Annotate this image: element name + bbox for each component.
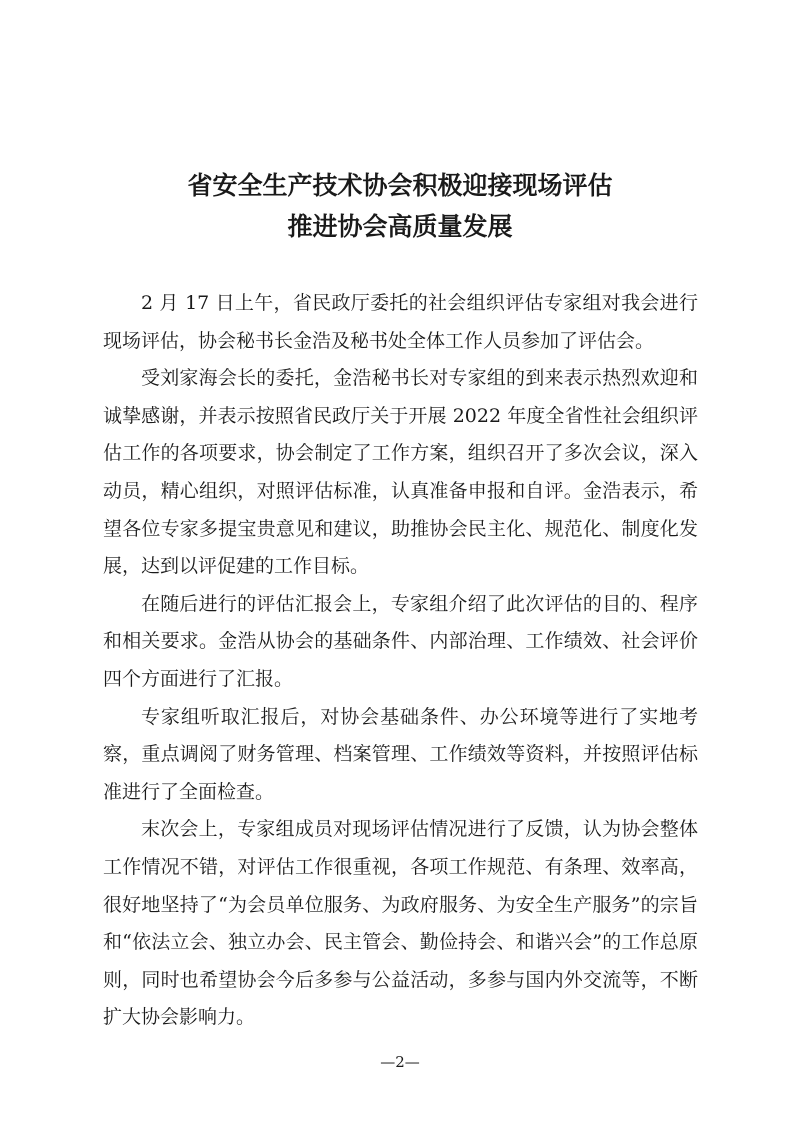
- document-title-line-1: 省安全生产技术协会积极迎接现场评估: [187, 171, 613, 200]
- paragraph-3: 在随后进行的评估汇报会上，专家组介绍了此次评估的目的、程序和相关要求。金浩从协会的基础条件、内部治理、工作绩效、社会评价四个方面进行了汇报。: [103, 592, 698, 690]
- paragraph-4: 专家组听取汇报后，对协会基础条件、办公环境等进行了实地考察，重点调阅了财务管理、档案管理、工作绩效等资料，并按照评估标准进行了全面检查。: [103, 705, 698, 803]
- paragraph-2: 受刘家海会长的委托，金浩秘书长对专家组的到来表示热烈欢迎和诚挚感谢，并表示按照省民政厅关于开展 2022 年度全省性社会组织评估工作的各项要求，协会制定了工作方案，组织召开了多次会议，深入动员，精心组织，对照评估标准，认真准备申报和自评。金浩表示，希望各位专家多提宝贵意见和建议，助推协会民主化、规范化、制度化发展，达到以评促建的工作目标。: [103, 367, 698, 578]
- paragraph-1: 2 月 17 日上午，省民政厅委托的社会组织评估专家组对我会进行现场评估，协会秘书长金浩及秘书处全体工作人员参加了评估会。: [103, 292, 698, 352]
- document-body: [103, 285, 698, 1037]
- paragraph-5: 末次会上，专家组成员对现场评估情况进行了反馈，认为协会整体工作情况不错，对评估工作很重视，各项工作规范、有条理、效率高，很好地坚持了“为会员单位服务、为政府服务、为安全生产服务”的宗旨和“依法立会、独立办会、民主管会、勤俭持会、和谐兴会”的工作总原则，同时也希望协会今后多参与公益活动，多参与国内外交流等，不断扩大协会影响力。: [103, 818, 698, 1029]
- document-title-line-2: 推进协会高质量发展: [287, 212, 513, 241]
- page-number: —2—: [380, 1053, 420, 1071]
